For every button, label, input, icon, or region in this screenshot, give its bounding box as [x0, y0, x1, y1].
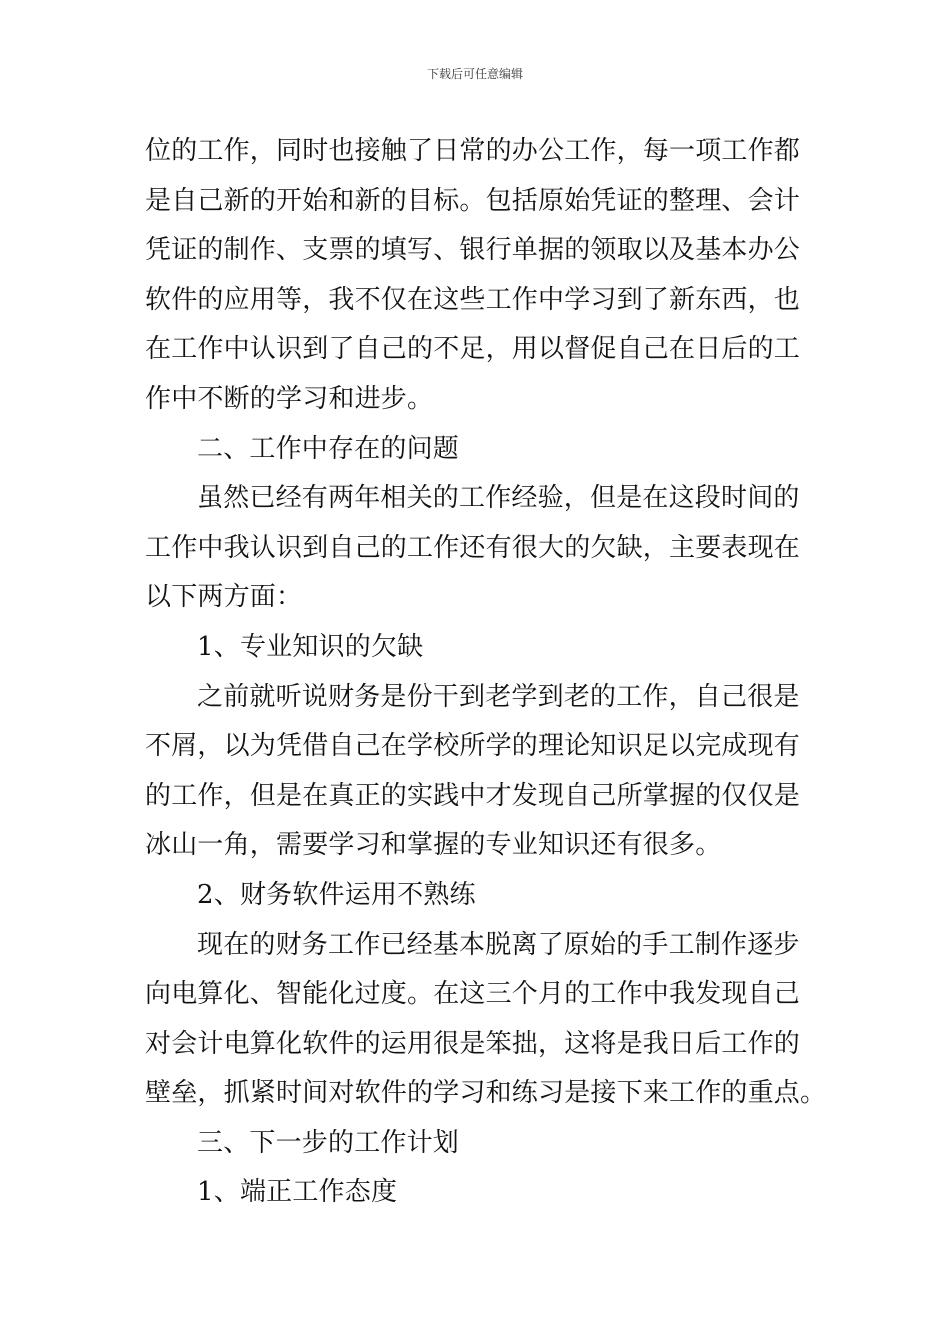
subsection-heading: 1、端正工作态度 [197, 1177, 398, 1208]
paragraph-line: 以下两方面： [145, 582, 303, 613]
paragraph-line: 位的工作，同时也接触了日常的办公工作，每一项工作都 [145, 136, 801, 166]
section-heading: 二、工作中存在的问题 [197, 433, 460, 464]
paragraph-line: 之前就听说财务是份干到老学到老的工作，自己很是 [197, 681, 800, 712]
subsection-heading: 2、财务软件运用不熟练 [197, 879, 476, 910]
subsection-heading: 1、专业知识的欠缺 [197, 631, 424, 662]
paragraph-line: 虽然已经有两年相关的工作经验，但是在这段时间的 [197, 483, 800, 514]
paragraph-line: 是自己新的开始和新的目标。包括原始凭证的整理、会计 [145, 185, 801, 216]
paragraph-line: 作中不断的学习和进步。 [145, 383, 434, 414]
document-body [145, 127, 827, 1218]
section-heading: 三、下一步的工作计划 [197, 1127, 460, 1158]
paragraph-line: 冰山一角，需要学习和掌握的专业知识还有很多。 [145, 830, 722, 861]
paragraph-line: 凭证的制作、支票的填写、银行单据的领取以及基本办公 [145, 235, 801, 266]
page-header: 下载后可任意编辑 [426, 67, 523, 81]
paragraph-line: 的工作，但是在真正的实践中才发现自己所掌握的仅仅是 [145, 780, 801, 811]
paragraph-line: 工作中我认识到自己的工作还有很大的欠缺，主要表现在 [145, 532, 801, 563]
paragraph-line: 壁垒，抓紧时间对软件的学习和练习是接下来工作的重点。 [145, 1078, 827, 1109]
paragraph-line: 在工作中认识到了自己的不足，用以督促自己在日后的工 [145, 334, 801, 365]
paragraph-line: 现在的财务工作已经基本脱离了原始的手工制作逐步 [197, 929, 800, 960]
paragraph-line: 向电算化、智能化过度。在这三个月的工作中我发现自己 [145, 979, 801, 1010]
paragraph-line: 软件的应用等，我不仅在这些工作中学习到了新东西，也 [145, 284, 801, 315]
paragraph-line: 对会计电算化软件的运用很是笨拙，这将是我日后工作的 [145, 1028, 801, 1059]
paragraph-line: 不屑，以为凭借自己在学校所学的理论知识足以完成现有 [145, 731, 801, 762]
